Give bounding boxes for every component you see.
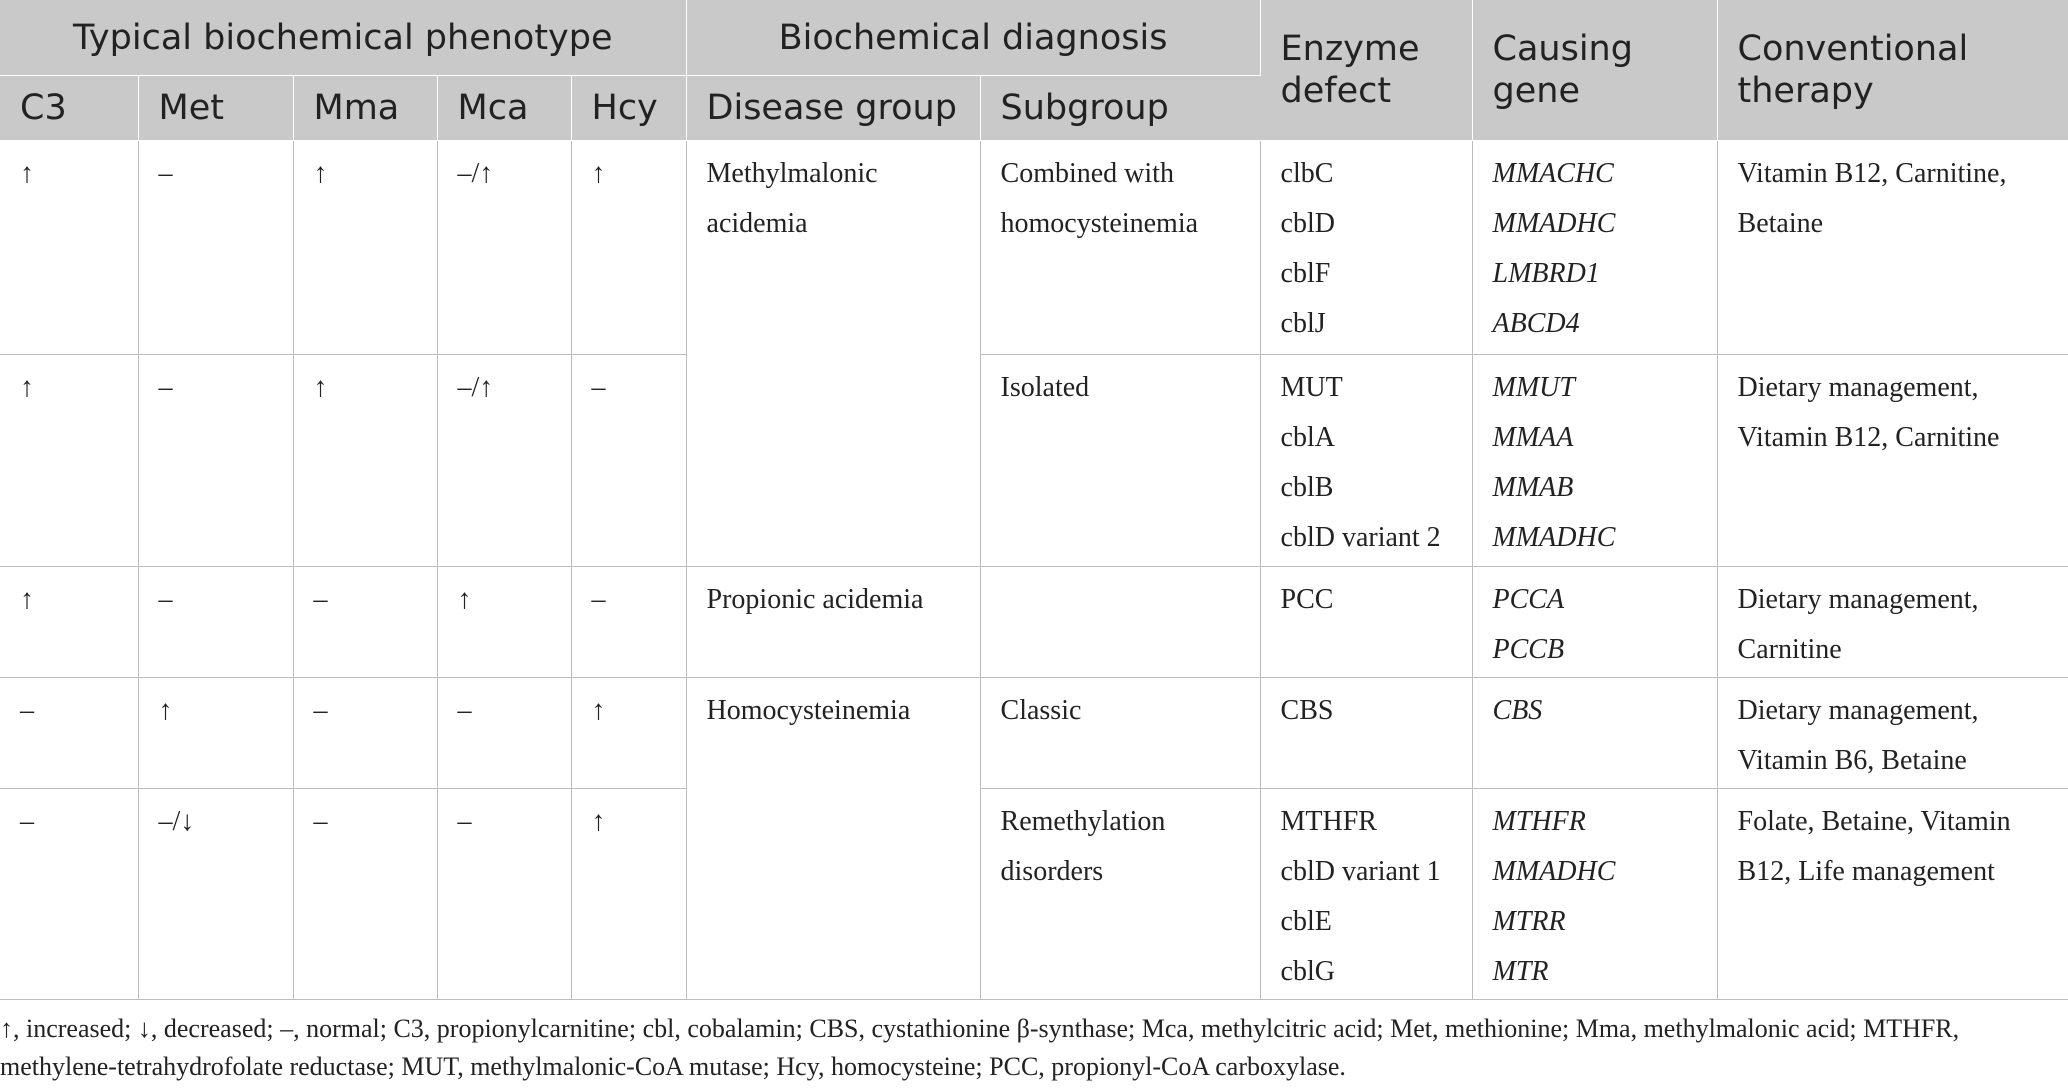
cell-enzyme xyxy=(1260,789,1472,1000)
gene-item: MMACHC xyxy=(1492,158,1614,189)
gene-item: MTRR xyxy=(1492,906,1566,937)
header-biochemical-diagnosis: Biochemical diagnosis xyxy=(686,0,1260,76)
gene-item: MMUT xyxy=(1492,372,1575,403)
header-met: Met xyxy=(138,76,293,141)
cell-mca: – xyxy=(437,678,571,789)
gene-item: LMBRD1 xyxy=(1492,258,1600,289)
cell-disease-group: Homocysteinemia xyxy=(686,678,980,1000)
enzyme-item: clbC xyxy=(1280,158,1334,189)
enzyme-item: cblB xyxy=(1280,472,1334,503)
gene-item: MTHFR xyxy=(1492,806,1586,837)
cell-enzyme xyxy=(1260,567,1472,678)
cell-c3: – xyxy=(0,678,138,789)
cell-mca: –/↑ xyxy=(437,355,571,567)
cell-met: – xyxy=(138,567,293,678)
gene-item: MMADHC xyxy=(1492,208,1616,239)
enzyme-item: cblG xyxy=(1280,956,1335,987)
gene-item: PCCA xyxy=(1492,584,1565,615)
cell-subgroup: Classic xyxy=(980,678,1260,789)
table-row xyxy=(0,141,2068,355)
header-enzyme-defect: Enzyme defect xyxy=(1260,0,1472,141)
cell-therapy: Folate, Betaine, Vitamin B12, Life management xyxy=(1717,789,2068,1000)
gene-item: PCCB xyxy=(1492,634,1565,665)
gene-item: CBS xyxy=(1492,695,1543,726)
cell-disease-group: Propionic acidemia xyxy=(686,567,980,678)
enzyme-item: CBS xyxy=(1280,695,1334,726)
enzyme-item: cblA xyxy=(1280,422,1335,453)
cell-met: – xyxy=(138,355,293,567)
cell-hcy: – xyxy=(571,567,686,678)
cell-disease-group: Methylmalonic acidemia xyxy=(686,141,980,567)
cell-subgroup: Combined with homocysteinemia xyxy=(980,141,1260,355)
enzyme-item: MTHFR xyxy=(1280,806,1377,837)
table-row xyxy=(0,355,2068,567)
cell-mma: – xyxy=(293,789,437,1000)
cell-met: – xyxy=(138,141,293,355)
cell-hcy: ↑ xyxy=(571,678,686,789)
header-hcy: Hcy xyxy=(571,76,686,141)
cell-gene xyxy=(1472,567,1717,678)
cell-gene xyxy=(1472,789,1717,1000)
header-mca: Mca xyxy=(437,76,571,141)
cell-mca: –/↑ xyxy=(437,141,571,355)
header-typical-phenotype: Typical biochemical phenotype xyxy=(0,0,686,76)
header-subgroup: Subgroup xyxy=(980,76,1260,141)
cell-enzyme xyxy=(1260,141,1472,355)
cell-mma: – xyxy=(293,567,437,678)
cell-met: ↑ xyxy=(138,678,293,789)
enzyme-item: cblJ xyxy=(1280,308,1326,339)
table-footnote: ↑, increased; ↓, decreased; –, normal; C3, propionylcarnitine; cbl, cobalamin; CBS, cystathionine β-synthase; Mca, methylcitric acid; Met, methionine; Mma, methylmalonic acid; MTHFR, methylene-tetrahydrofolate reductase; MUT, methylmalonic-CoA mutase; Hcy, homocysteine; PCC, propionyl-CoA carboxylase. xyxy=(0,1014,1960,1081)
header-mma: Mma xyxy=(293,76,437,141)
cell-mca: ↑ xyxy=(437,567,571,678)
header-disease-group: Disease group xyxy=(686,76,980,141)
cell-c3: ↑ xyxy=(0,355,138,567)
header-causing-gene: Causing gene xyxy=(1472,0,1717,141)
cell-c3: ↑ xyxy=(0,141,138,355)
table-row xyxy=(0,567,2068,678)
enzyme-item: MUT xyxy=(1280,372,1343,403)
cell-subgroup xyxy=(980,567,1260,678)
gene-item: MMADHC xyxy=(1492,856,1616,887)
cell-therapy: Dietary management, Carnitine xyxy=(1717,567,2068,678)
cell-hcy: ↑ xyxy=(571,789,686,1000)
enzyme-item: cblF xyxy=(1280,258,1331,289)
cell-subgroup: Isolated xyxy=(980,355,1260,567)
enzyme-item: cblE xyxy=(1280,906,1332,937)
cell-gene xyxy=(1472,141,1717,355)
enzyme-item: cblD variant 2 xyxy=(1280,522,1441,553)
enzyme-item: cblD variant 1 xyxy=(1280,856,1441,887)
cell-gene xyxy=(1472,355,1717,567)
cell-therapy: Dietary management, Vitamin B12, Carnitine xyxy=(1717,355,2068,567)
enzyme-item: cblD xyxy=(1280,208,1335,239)
cell-enzyme xyxy=(1260,678,1472,789)
table-row xyxy=(0,789,2068,1000)
header-conventional-therapy: Conventional therapy xyxy=(1717,0,2068,141)
gene-item: MTR xyxy=(1492,956,1549,987)
table-row xyxy=(0,678,2068,789)
cell-enzyme xyxy=(1260,355,1472,567)
cell-hcy: – xyxy=(571,355,686,567)
header-c3: C3 xyxy=(0,76,138,141)
cell-hcy: ↑ xyxy=(571,141,686,355)
gene-item: MMAA xyxy=(1492,422,1574,453)
cell-met: –/↓ xyxy=(138,789,293,1000)
cell-c3: – xyxy=(0,789,138,1000)
cell-mma: ↑ xyxy=(293,355,437,567)
gene-item: ABCD4 xyxy=(1492,308,1580,339)
cell-mma: – xyxy=(293,678,437,789)
cell-therapy: Dietary management, Vitamin B6, Betaine xyxy=(1717,678,2068,789)
gene-item: MMADHC xyxy=(1492,522,1616,553)
cell-subgroup: Remethylation disorders xyxy=(980,789,1260,1000)
cell-gene xyxy=(1472,678,1717,789)
cell-mma: ↑ xyxy=(293,141,437,355)
cell-c3: ↑ xyxy=(0,567,138,678)
cell-mca: – xyxy=(437,789,571,1000)
enzyme-item: PCC xyxy=(1280,584,1334,615)
cell-therapy: Vitamin B12, Carnitine, Betaine xyxy=(1717,141,2068,355)
gene-item: MMAB xyxy=(1492,472,1574,503)
